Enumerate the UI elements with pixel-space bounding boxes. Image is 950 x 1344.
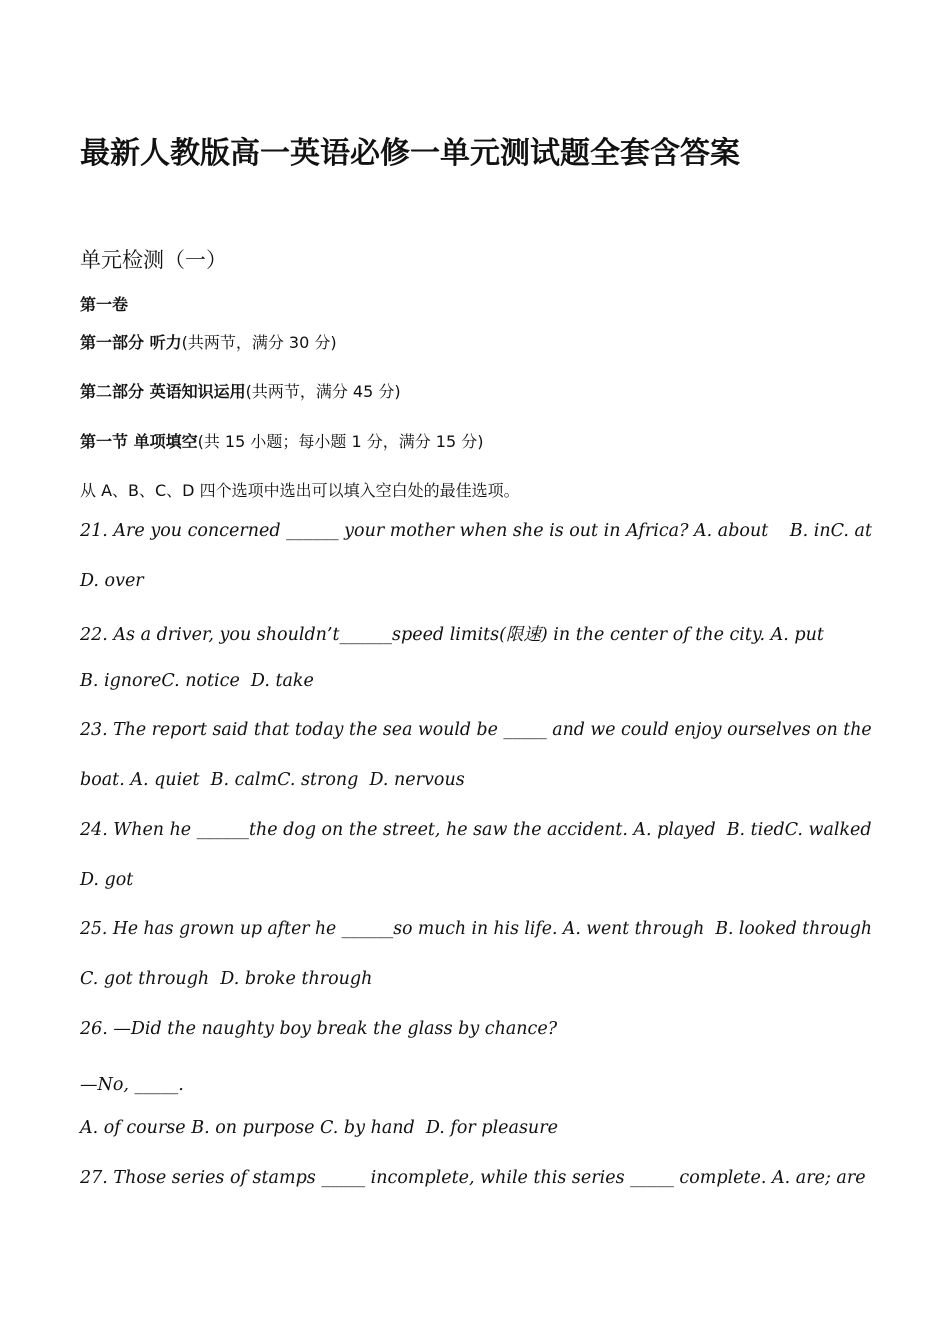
part1-label: 第一部分 听力 <box>80 333 182 352</box>
question-text: 21. Are you concerned ______ your mother when she is out in Africa? A. about <box>80 521 769 541</box>
section1-heading <box>80 429 483 452</box>
part1-heading <box>80 330 337 353</box>
document-title: 最新人教版高一英语必修一单元测试题全套含答案 <box>80 136 740 171</box>
question-line: boat. A. quiet B. calmC. strong D. nervous <box>80 770 465 790</box>
section-title: 单元检测（一） <box>80 248 227 272</box>
question-line: 24. When he ______the dog on the street, he saw the accident. A. played B. tiedC. walked <box>80 820 872 840</box>
instruction-text: 从 A、B、C、D 四个选项中选出可以填入空白处的最佳选项。 <box>80 481 520 500</box>
section1-detail: (共 15 小题；每小题 1 分，满分 15 分) <box>197 432 484 451</box>
part2-detail: (共两节，满分 45 分) <box>245 382 401 401</box>
question-line: 22. As a driver, you shouldn’t______speed limits(限速) in the center of the city. A. put <box>80 625 824 645</box>
volume-label: 第一卷 <box>80 295 129 314</box>
part1-detail: (共两节，满分 30 分) <box>181 333 337 352</box>
question-line: A. of course B. on purpose C. by hand D. for pleasure <box>80 1118 558 1138</box>
question-options: B. inC. at <box>789 521 872 541</box>
question-line: C. got through D. broke through <box>80 969 373 989</box>
question-line: 26. —Did the naughty boy break the glass by chance? <box>80 1019 558 1039</box>
volume-heading <box>80 292 128 315</box>
question-line: B. ignoreC. notice D. take <box>80 671 314 691</box>
question-line: —No, _____. <box>80 1075 184 1095</box>
question-line <box>80 521 872 541</box>
section1-label: 第一节 单项填空 <box>80 432 198 451</box>
part2-heading <box>80 379 401 402</box>
question-line: D. over <box>80 571 144 591</box>
part2-label: 第二部分 英语知识运用 <box>80 382 246 401</box>
question-line: D. got <box>80 870 134 890</box>
question-line: 25. He has grown up after he ______so much in his life. A. went through B. looked through <box>80 919 872 939</box>
question-line: 27. Those series of stamps _____ incomplete, while this series _____ complete. A. are; are <box>80 1168 866 1188</box>
question-line: 23. The report said that today the sea would be _____ and we could enjoy ourselves on the <box>80 720 872 740</box>
